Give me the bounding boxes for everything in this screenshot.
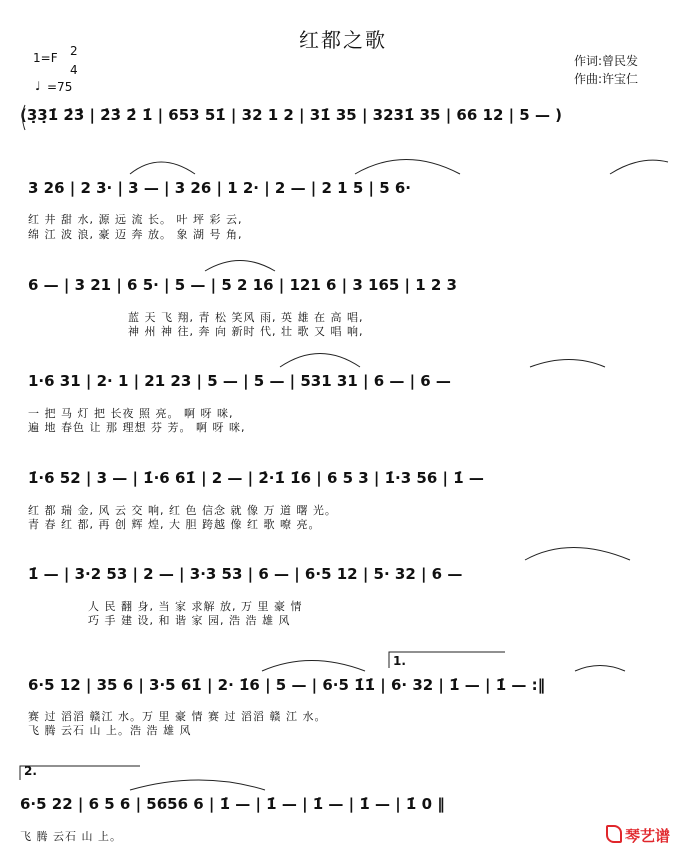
volta-2-label: 2. bbox=[24, 764, 37, 778]
volta-2-bracket bbox=[20, 766, 140, 780]
volta-1-label: 1. bbox=[393, 654, 406, 668]
slur-system-6-a bbox=[525, 548, 630, 561]
staff-system-3-lyric-2: 神 州 神 往, 奔 向 新时 代, 壮 歌 又 唱 响, bbox=[128, 325, 364, 338]
staff-system-7-lyric-1: 赛 过 滔滔 赣江 水。万 里 豪 情 赛 过 滔滔 赣 江 水。 bbox=[28, 710, 327, 723]
staff-system-7-lyric-2: 飞 腾 云石 山 上。浩 浩 雄 风 bbox=[28, 724, 192, 737]
slur-system-3-a bbox=[205, 261, 275, 272]
composer-credit: 作曲:许宝仁 bbox=[574, 72, 639, 86]
song-title: 红都之歌 bbox=[299, 28, 387, 52]
lyricist-credit: 作词:曾民发 bbox=[574, 54, 639, 68]
logo-icon bbox=[606, 825, 622, 843]
slur-system-2-c bbox=[610, 160, 668, 174]
staff-system-5-lyric-2: 青 春 红 都, 再 创 辉 煌, 大 胆 跨越 像 红 歌 嘹 亮。 bbox=[28, 518, 321, 531]
staff-system-5-notes: 1̇·6 52 | 3 — | 1̇·6 61̇ | 2 — | 2̇·1̇ 1̇6 | 6 5 3 | 1̇·3 56 | 1̇ — bbox=[28, 469, 484, 487]
staff-system-4-lyric-1: 一 把 马 灯 把 长夜 照 亮。 啊 呀 咪, bbox=[28, 407, 234, 420]
staff-system-3-lyric-1: 蓝 天 飞 翔, 青 松 笑风 雨, 英 雄 在 高 唱, bbox=[128, 311, 364, 324]
staff-system-6-lyric-2: 巧 手 建 设, 和 谐 家 园, 浩 浩 雄 风 bbox=[88, 614, 291, 627]
slur-system-2-a bbox=[130, 162, 195, 174]
staff-system-5-lyric-1: 红 都 瑞 金, 风 云 交 响, 红 色 信念 就 像 万 道 曙 光。 bbox=[28, 504, 337, 517]
tempo-marking: =75 bbox=[47, 80, 73, 94]
staff-system-2-notes: 3 26 | 2 3· | 3 — | 3 26 | 1 2· | 2 — | 2 1 5 | 5 6· bbox=[28, 179, 411, 197]
slur-system-7-b bbox=[575, 666, 625, 672]
staff-system-2-lyric-2: 绵 江 波 浪, 豪 迈 奔 放。 象 湖 号 角, bbox=[28, 228, 243, 241]
staff-system-7-notes: 6·5 12 | 35 6 | 3·5 61̇ | 2· 1̇6 | 5 — | 6·5 1̇1̇ | 6· 32 | 1̇ — | 1̇ — :‖ bbox=[28, 676, 546, 694]
staff-system-1-notes: (3̣3̣1̇ 2̇3̇ | 2̇3̇ 2̇ 1̇ | 653 51̇ | 32 1 2 | 31̇ 35 | 3231̇ 35 | 66 12 | 5 — ) bbox=[20, 106, 563, 124]
staff-system-8-lyric-1: 飞 腾 云石 山 上。 bbox=[20, 830, 122, 843]
staff-system-6-lyric-1: 人 民 翻 身, 当 家 求解 放, 万 里 豪 情 bbox=[88, 600, 303, 613]
staff-system-8-notes: 6·5 22 | 6 5 6 | 5656 6 | 1̇ — | 1̇ — | 1̇ — | 1̇ — | 1̇ 0 ‖ bbox=[20, 795, 445, 813]
time-signature-bottom: 4 bbox=[70, 63, 78, 77]
watermark-logo bbox=[606, 825, 670, 846]
slur-system-8-a bbox=[130, 780, 265, 790]
staff-system-3-notes: 6 — | 3 21 | 6 5· | 5 — | 5 2 16 | 121 6 | 3 165 | 1 2 3 bbox=[28, 276, 457, 294]
slur-system-4-b bbox=[530, 360, 605, 368]
volta-1-bracket bbox=[389, 652, 505, 668]
slur-system-2-b bbox=[355, 160, 460, 175]
time-signature-top: 2 bbox=[70, 44, 78, 58]
slur-system-7-a bbox=[262, 661, 365, 672]
watermark-text: 琴艺谱 bbox=[625, 827, 671, 845]
staff-system-4-notes: 1·6 31 | 2· 1 | 21 23 | 5 — | 5 — | 531 31 | 6 — | 6 — bbox=[28, 372, 451, 390]
quarter-note-icon: ♩ bbox=[35, 79, 41, 93]
staff-system-6-notes: 1̇ — | 3·2 53 | 2 — | 3·3 53 | 6 — | 6·5 12 | 5· 32 | 6 — bbox=[28, 565, 463, 583]
key-signature: 1=F bbox=[33, 51, 58, 65]
staff-system-4-lyric-2: 遍 地 春色 让 那 理想 芬 芳。 啊 呀 咪, bbox=[28, 421, 246, 434]
slur-system-4-a bbox=[280, 354, 360, 368]
staff-system-2-lyric-1: 红 井 甜 水, 源 远 流 长。 叶 坪 彩 云, bbox=[28, 213, 243, 226]
